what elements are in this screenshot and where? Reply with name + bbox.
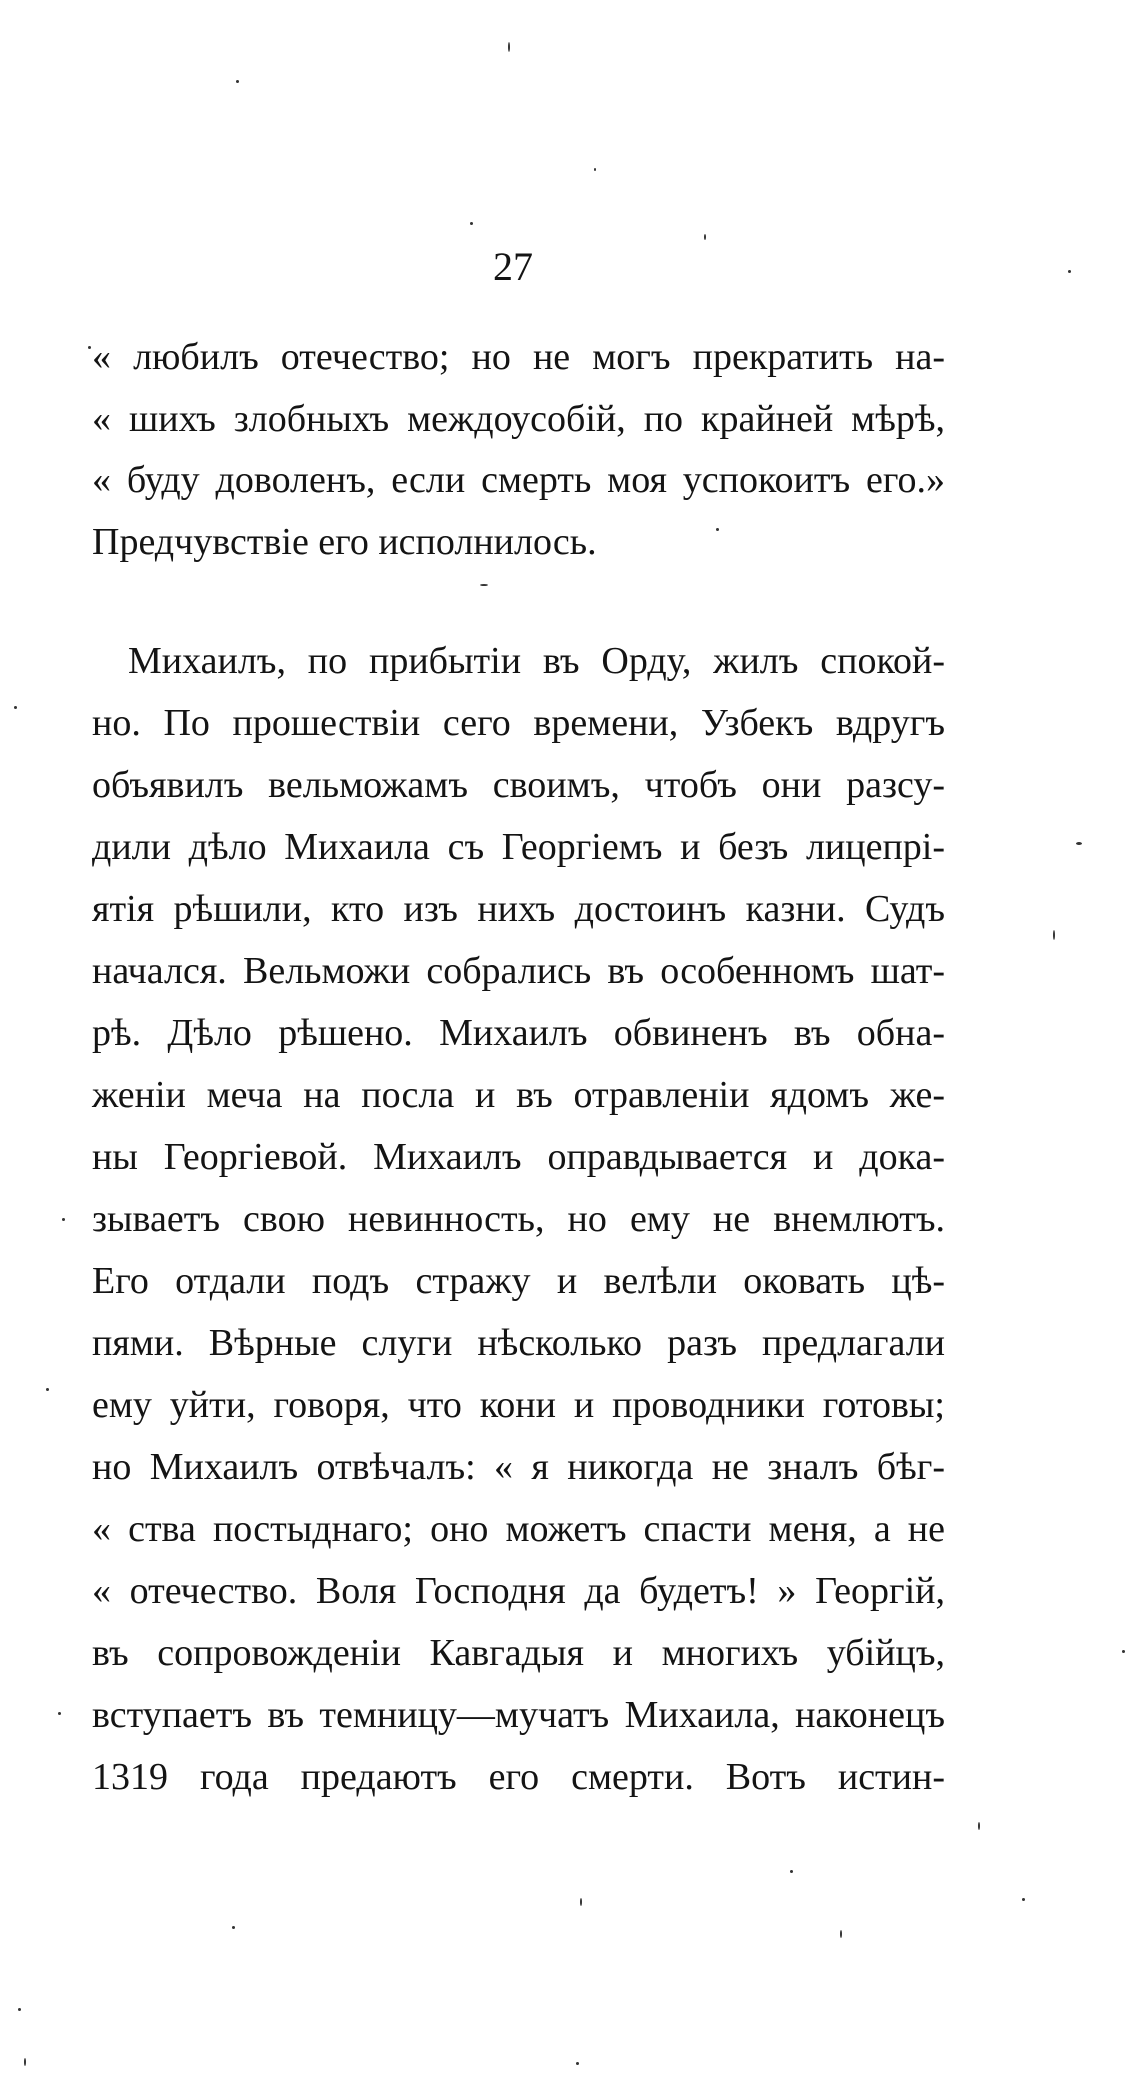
scan-speck: [704, 234, 706, 240]
scan-speck: [24, 2058, 26, 2066]
text-line: зываетъ свою невинность, но ему не внемлютъ.: [92, 1198, 945, 1240]
text-line: рѣ. Дѣло рѣшено. Михаилъ обвиненъ въ обна-: [92, 1012, 945, 1054]
scan-speck: [1076, 842, 1082, 845]
text-line: « шихъ злобныхъ междоусобій, по крайней мѣрѣ,: [92, 398, 945, 440]
text-line: « отечество. Воля Господня да будетъ! » Георгій,: [92, 1570, 945, 1612]
scan-speck: [18, 2008, 21, 2011]
text-line: женіи меча на посла и въ отравленіи ядомъ же-: [92, 1074, 945, 1116]
scan-speck: [580, 1898, 582, 1906]
scan-speck: [978, 1822, 980, 1830]
text-line: ны Георгіевой. Михаилъ оправдывается и дока-: [92, 1136, 945, 1178]
scan-speck: [716, 528, 719, 531]
text-line: дили дѣло Михаила съ Георгіемъ и безъ лицепрі-: [92, 826, 945, 868]
scan-speck: [46, 1388, 49, 1391]
scan-speck: [790, 1870, 793, 1873]
text-line: « любилъ отечество; но не могъ прекратить на-: [92, 336, 945, 378]
text-line: но Михаилъ отвѣчалъ: « я никогда не зналъ бѣг-: [92, 1446, 945, 1488]
scan-speck: [58, 1712, 61, 1715]
text-line: въ сопровожденіи Кавгадыя и многихъ убійцъ,: [92, 1632, 945, 1674]
text-line: 1319 года предаютъ его смерти. Вотъ истин-: [92, 1756, 945, 1798]
text-line: вступаетъ въ темницу—мучатъ Михаила, наконецъ: [92, 1694, 945, 1736]
scan-speck: [470, 222, 473, 225]
text-line: Предчувствіе его исполнилось.: [92, 521, 597, 563]
scan-speck: [236, 80, 239, 83]
text-line: пями. Вѣрные слуги нѣсколько разъ предлагали: [92, 1322, 945, 1364]
scan-speck: [14, 706, 17, 709]
scan-speck: [62, 1218, 65, 1221]
scan-speck: [1022, 1898, 1025, 1901]
scan-speck: [1068, 270, 1071, 273]
scan-speck: [576, 2062, 579, 2065]
text-line: объявилъ вельможамъ своимъ, чтобъ они разсу-: [92, 764, 945, 806]
text-line: Его отдали подъ стражу и велѣли оковать цѣ-: [92, 1260, 945, 1302]
text-line: ему уйти, говоря, что кони и проводники готовы;: [92, 1384, 945, 1426]
text-line: « буду доволенъ, если смерть моя успокоитъ его.»: [92, 459, 945, 501]
scan-speck: [508, 42, 510, 52]
scan-speck: [88, 346, 91, 349]
page-number: 27: [493, 244, 533, 289]
text-line: Михаилъ, по прибытіи въ Орду, жилъ спокой-: [128, 640, 945, 682]
scan-speck: [1053, 930, 1055, 940]
scan-speck: [480, 584, 488, 586]
text-line: но. По прошествіи сего времени, Узбекъ вдругъ: [92, 702, 945, 744]
scan-speck: [840, 1930, 842, 1938]
scan-speck: [1122, 1650, 1125, 1653]
scan-speck: [594, 168, 596, 171]
scan-speck: [232, 1926, 235, 1929]
text-line: ятія рѣшили, кто изъ нихъ достоинъ казни. Судъ: [92, 888, 945, 930]
text-line: « ства постыднаго; оно можетъ спасти меня, а не: [92, 1508, 945, 1550]
text-line: начался. Вельможи собрались въ особенномъ шат-: [92, 950, 945, 992]
